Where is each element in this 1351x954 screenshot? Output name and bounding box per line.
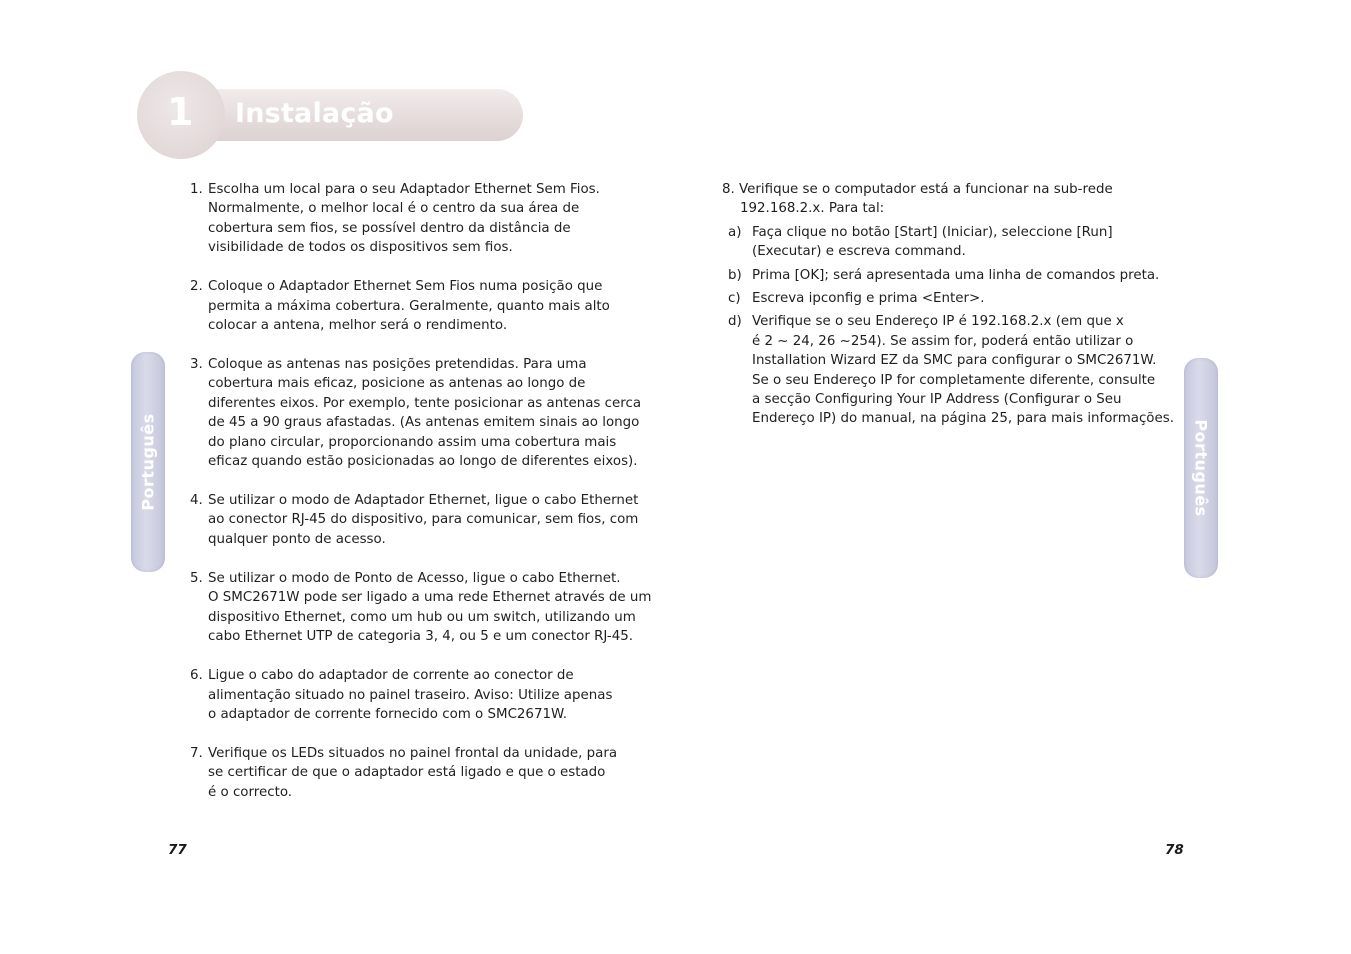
item-gap bbox=[190, 724, 640, 744]
list-item-number: 5. bbox=[190, 570, 203, 586]
chapter-header bbox=[133, 70, 533, 162]
sub-list-item bbox=[728, 266, 1172, 285]
step-8-text-line-1: Verifique se o computador está a funcionar na sub-rede bbox=[739, 182, 1113, 197]
list-item-line: Ligue o cabo do adaptador de corrente ao conector de bbox=[208, 668, 574, 684]
language-tab-right-label: Português bbox=[1191, 419, 1211, 517]
list-item-number: 3. bbox=[190, 357, 203, 373]
list-item bbox=[190, 355, 640, 471]
list-item-line: eficaz quando estão posicionadas ao longo de diferentes eixos). bbox=[208, 454, 638, 470]
chapter-title: Instalação bbox=[235, 98, 394, 129]
chapter-number: 1 bbox=[167, 90, 194, 134]
item-gap bbox=[190, 549, 640, 569]
list-item bbox=[190, 277, 640, 335]
list-item-line: do plano circular, proporcionando assim uma cobertura mais bbox=[208, 434, 617, 450]
list-item-line: cabo Ethernet UTP de categoria 3, 4, ou 5 e um conector RJ-45. bbox=[208, 629, 634, 645]
sub-list-item-line: Prima [OK]; será apresentada uma linha de comandos preta. bbox=[752, 267, 1160, 283]
sub-list-item-line: a secção Configuring Your IP Address (Configurar o Seu bbox=[752, 392, 1122, 408]
list-item-line: cobertura mais eficaz, posicione as antenas ao longo de bbox=[208, 376, 586, 392]
sub-list-item-line: Endereço IP) do manual, na página 25, para mais informações. bbox=[752, 411, 1174, 427]
list-item-line: cobertura sem fios, se possível dentro da distância de bbox=[208, 220, 571, 236]
list-item-line: Escolha um local para o seu Adaptador Ethernet Sem Fios. bbox=[208, 182, 600, 197]
sub-list-item-line: Verifique se o seu Endereço IP é 192.168.2.x (em que x bbox=[752, 314, 1124, 330]
sub-list-item-letter: b) bbox=[728, 267, 742, 283]
language-tab-left-label: Português bbox=[138, 413, 158, 511]
list-item-line: Coloque as antenas nas posições pretendidas. Para uma bbox=[208, 357, 587, 373]
sub-list-item-letter: a) bbox=[728, 224, 742, 240]
language-tab-right bbox=[1184, 358, 1218, 578]
list-item bbox=[190, 180, 640, 258]
sub-list-item bbox=[728, 312, 1172, 428]
list-item-line: qualquer ponto de acesso. bbox=[208, 531, 386, 547]
sub-list-item-line: Installation Wizard EZ da SMC para configurar o SMC2671W. bbox=[752, 353, 1157, 369]
list-item-line: visibilidade de todos os dispositivos sem fios. bbox=[208, 240, 513, 256]
list-item-line: se certificar de que o adaptador está ligado e que o estado bbox=[208, 765, 606, 781]
page-number-left: 77 bbox=[168, 842, 187, 858]
sub-list-item-line: Se o seu Endereço IP for completamente diferente, consulte bbox=[752, 372, 1156, 388]
left-column bbox=[190, 180, 652, 802]
step-number: 8. bbox=[722, 182, 735, 197]
sub-list-item-letter: c) bbox=[728, 291, 741, 307]
list-item-line: de 45 a 90 graus afastadas. (As antenas emitem sinais ao longo bbox=[208, 415, 640, 431]
sub-list-item-line: (Executar) e escreva command. bbox=[752, 244, 966, 260]
step-8-text-line-2: 192.168.2.x. Para tal: bbox=[740, 201, 885, 217]
page-number-right: 78 bbox=[1165, 842, 1184, 858]
list-item-number: 1. bbox=[190, 182, 203, 197]
list-item-line: colocar a antena, melhor será o rendimento. bbox=[208, 318, 508, 334]
list-item-number: 7. bbox=[190, 745, 203, 761]
list-item-line: O SMC2671W pode ser ligado a uma rede Ethernet através de um bbox=[208, 590, 652, 606]
list-item bbox=[190, 569, 652, 647]
language-tab-left bbox=[131, 352, 165, 572]
list-item-line: Se utilizar o modo de Adaptador Ethernet, ligue o cabo Ethernet bbox=[208, 493, 639, 509]
list-item-line: permita a máxima cobertura. Geralmente, quanto mais alto bbox=[208, 298, 610, 314]
list-item-number: 6. bbox=[190, 668, 203, 684]
sub-list-item bbox=[728, 223, 1172, 262]
list-item bbox=[190, 491, 640, 549]
right-column bbox=[722, 180, 1172, 429]
list-item-line: é o correcto. bbox=[208, 784, 293, 800]
list-item-number: 4. bbox=[190, 493, 203, 509]
step-8 bbox=[722, 180, 1172, 219]
step-8-sub-items bbox=[722, 223, 1172, 429]
sub-list-item-line: Escreva ipconfig e prima <Enter>. bbox=[752, 291, 985, 307]
item-gap bbox=[190, 335, 640, 355]
item-gap bbox=[190, 471, 640, 491]
list-item-line: dispositivo Ethernet, como um hub ou um switch, utilizando um bbox=[208, 609, 636, 625]
item-gap bbox=[190, 258, 640, 278]
list-item bbox=[190, 666, 640, 724]
step-8-line bbox=[722, 180, 1172, 199]
sub-list-item-letter: d) bbox=[728, 314, 742, 330]
sub-list-item bbox=[728, 289, 1172, 308]
sub-list-item-line: Faça clique no botão [Start] (Iniciar), seleccione [Run] bbox=[752, 224, 1113, 240]
item-gap bbox=[190, 647, 640, 667]
list-item-line: Se utilizar o modo de Ponto de Acesso, ligue o cabo Ethernet. bbox=[208, 570, 621, 586]
list-item-number: 2. bbox=[190, 279, 203, 295]
list-item bbox=[190, 744, 640, 802]
list-item-line: Coloque o Adaptador Ethernet Sem Fios numa posição que bbox=[208, 279, 603, 295]
list-item-line: diferentes eixos. Por exemplo, tente posicionar as antenas cerca bbox=[208, 395, 642, 411]
list-item-line: Normalmente, o melhor local é o centro da sua área de bbox=[208, 201, 580, 217]
list-item-line: ao conector RJ-45 do dispositivo, para comunicar, sem fios, com bbox=[208, 512, 639, 528]
sub-list-item-line: é 2 ~ 24, 26 ~254). Se assim for, poderá então utilizar o bbox=[752, 333, 1134, 349]
list-item-line: alimentação situado no painel traseiro. Aviso: Utilize apenas bbox=[208, 687, 613, 703]
list-item-line: Verifique os LEDs situados no painel frontal da unidade, para bbox=[208, 745, 618, 761]
list-item-line: o adaptador de corrente fornecido com o SMC2671W. bbox=[208, 706, 567, 722]
